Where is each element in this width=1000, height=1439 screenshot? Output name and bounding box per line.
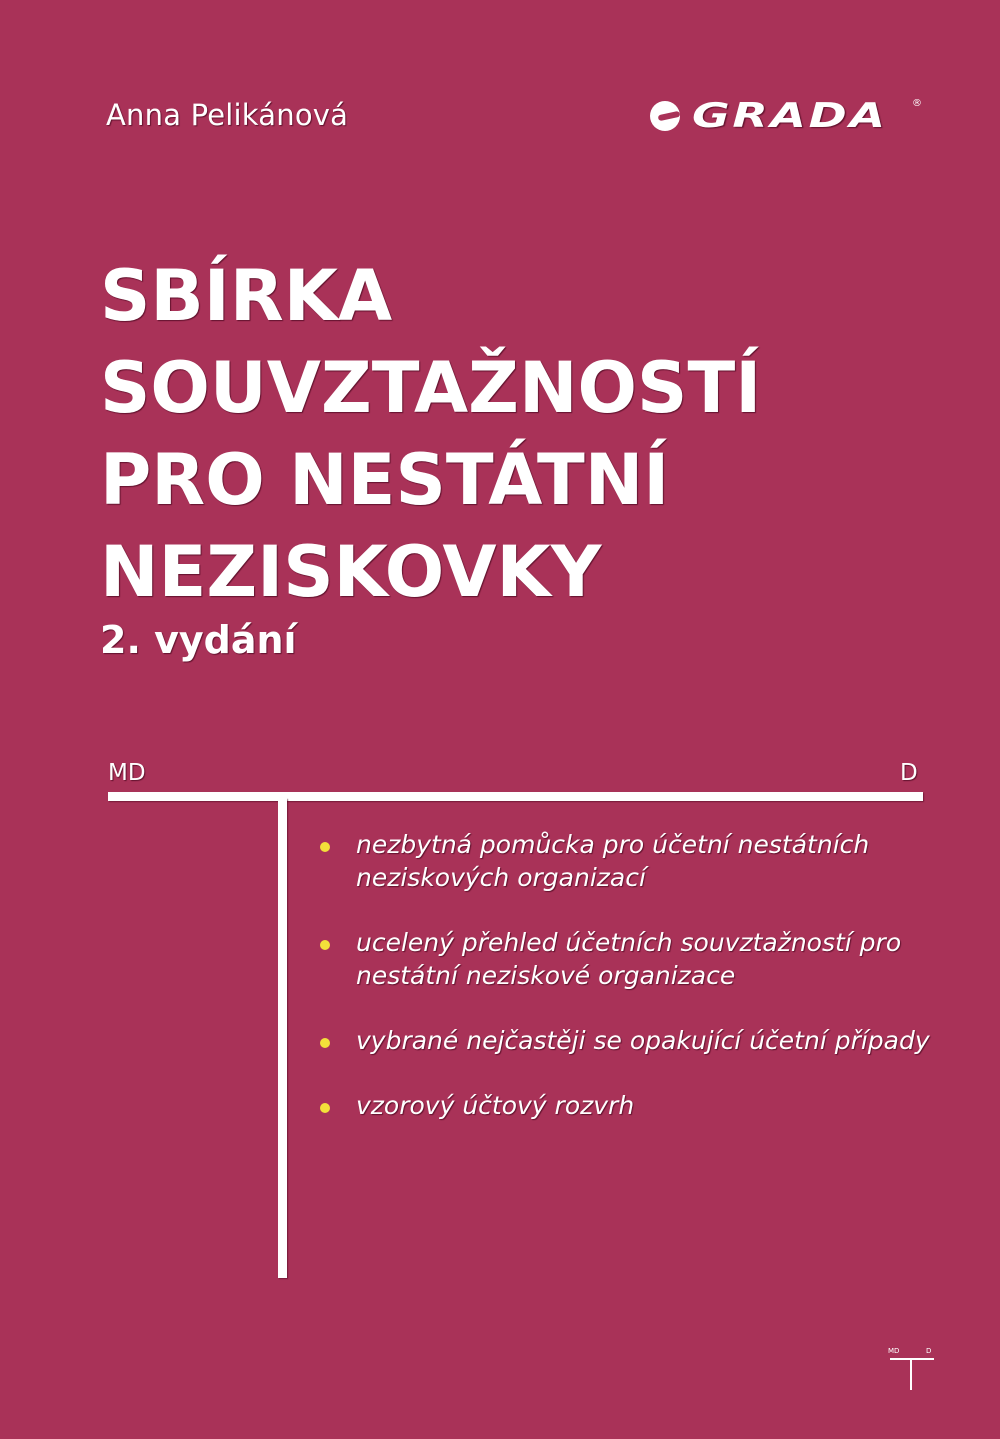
t-account-horizontal-line <box>108 792 923 801</box>
list-item <box>318 926 938 992</box>
list-item-text: ucelený přehled účetních souvztažností pro nestátní neziskové organizace <box>356 928 902 990</box>
feature-list <box>318 828 938 1154</box>
bullet-dot-icon <box>320 1103 330 1113</box>
registered-mark: ® <box>912 98 922 109</box>
list-item <box>318 828 938 894</box>
grada-logo-icon <box>650 101 680 131</box>
publisher-logo <box>650 96 922 136</box>
t-account-d-label: D <box>900 760 918 786</box>
list-item <box>318 1024 938 1057</box>
author-name: Anna Pelikánová <box>106 98 349 132</box>
list-item <box>318 1089 938 1122</box>
mini-vertical-line <box>910 1358 912 1390</box>
bullet-dot-icon <box>320 1038 330 1048</box>
title-line: SOUVZTAŽNOSTÍ <box>100 347 762 429</box>
book-title <box>100 250 761 618</box>
publisher-name: GRADA <box>692 96 888 136</box>
title-line: NEZISKOVKY <box>100 531 602 613</box>
edition-label: 2. vydání <box>100 618 297 662</box>
title-line: SBÍRKA <box>100 255 393 337</box>
bullet-dot-icon <box>320 842 330 852</box>
list-item-text: vybrané nejčastěji se opakující účetní případy <box>356 1026 930 1055</box>
mini-horizontal-line <box>890 1358 934 1360</box>
series-t-account-icon <box>888 1345 938 1395</box>
list-item-text: vzorový účtový rozvrh <box>356 1091 635 1120</box>
t-account-md-label: MD <box>108 760 146 786</box>
mini-d-label: D <box>926 1347 932 1355</box>
list-item-text: nezbytná pomůcka pro účetní nestátních neziskových organizací <box>356 830 870 892</box>
bullet-dot-icon <box>320 940 330 950</box>
title-line: PRO NESTÁTNÍ <box>100 439 670 521</box>
t-account-vertical-line <box>278 798 287 1278</box>
mini-md-label: MD <box>888 1347 900 1355</box>
